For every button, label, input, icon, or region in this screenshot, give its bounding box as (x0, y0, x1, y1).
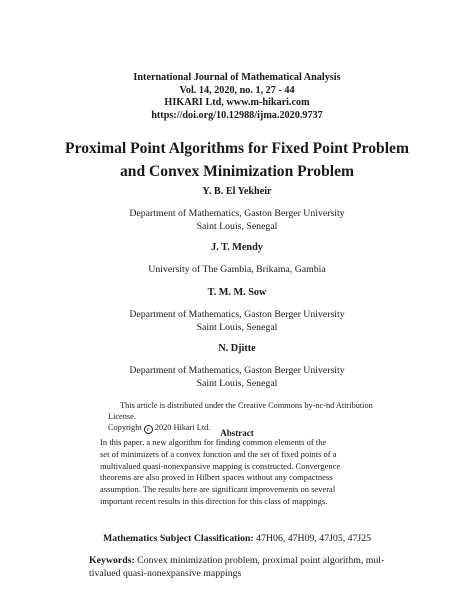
affiliation-line: Saint Louis, Senegal (196, 377, 278, 389)
author-affiliation (0, 208, 474, 233)
author-affiliation (0, 264, 474, 277)
copyright-icon: c (144, 425, 153, 434)
title-line-2: and Convex Minimization Problem (119, 163, 355, 180)
copyright-prefix: Copyright (108, 423, 142, 432)
author-name: N. Djitte (218, 343, 256, 354)
abstract-line: assumption. The results here are significant improvements on several (100, 484, 336, 495)
affiliation-line: University of The Gambia, Brikama, Gambia (148, 264, 326, 275)
abstract-body (100, 437, 375, 508)
keywords (89, 555, 389, 580)
abstract-line: set of minimizers of a convex function and the set of fixed points of a (100, 448, 337, 459)
keywords-text: Convex minimization problem, proximal point algorithm, mul- (137, 555, 385, 566)
affiliation-line: Saint Louis, Senegal (196, 220, 278, 232)
paper-title (0, 137, 474, 183)
journal-volume: Vol. 14, 2020, no. 1, 27 - 44 (179, 84, 295, 96)
msc-label: Mathematics Subject Classification: (102, 533, 254, 544)
affiliation-line: Department of Mathematics, Gaston Berger University (129, 208, 345, 219)
author-name: T. M. M. Sow (207, 287, 267, 298)
msc-value: 47H06, 47H09, 47J05, 47J25 (256, 533, 372, 544)
keywords-line (89, 555, 389, 568)
abstract-line: important recent results in this direction for this class of mappings. (100, 495, 328, 506)
keywords-line: tivalued quasi-nonexpansive mappings (89, 567, 242, 579)
journal-name: International Journal of Mathematical Analysis (133, 72, 341, 83)
author-affiliation (0, 309, 474, 334)
msc-classification (0, 533, 474, 545)
affiliation-line: Saint Louis, Senegal (196, 321, 278, 333)
abstract-line: theorems are also proved in Hilbert spaces without any compactness (100, 472, 333, 483)
abstract-line: multivalued quasi-nonexpansive mapping is constructed. Convergence (100, 460, 341, 471)
journal-doi[interactable]: https://doi.org/10.12988/ijma.2020.9737 (151, 109, 323, 121)
journal-publisher: HIKARI Ltd, www.m-hikari.com (164, 97, 310, 109)
affiliation-line: Department of Mathematics, Gaston Berger University (129, 365, 345, 376)
affiliation-line: Department of Mathematics, Gaston Berger University (129, 309, 345, 320)
title-line-1: Proximal Point Algorithms for Fixed Point Problem (65, 140, 409, 157)
license-text: This article is distributed under the Creative Commons by-nc-nd Attribution License. (108, 401, 373, 421)
journal-header (0, 72, 474, 122)
keywords-label: Keywords: (89, 555, 135, 566)
copyright-suffix: 2020 Hikari Ltd. (154, 423, 211, 432)
author-affiliation (0, 365, 474, 390)
abstract-line: In this paper, a new algorithm for finding common elements of the (100, 437, 327, 447)
author-name: J. T. Mendy (211, 242, 263, 253)
author-name: Y. B. El Yekheir (202, 186, 272, 197)
abstract-heading: Abstract (220, 428, 254, 438)
